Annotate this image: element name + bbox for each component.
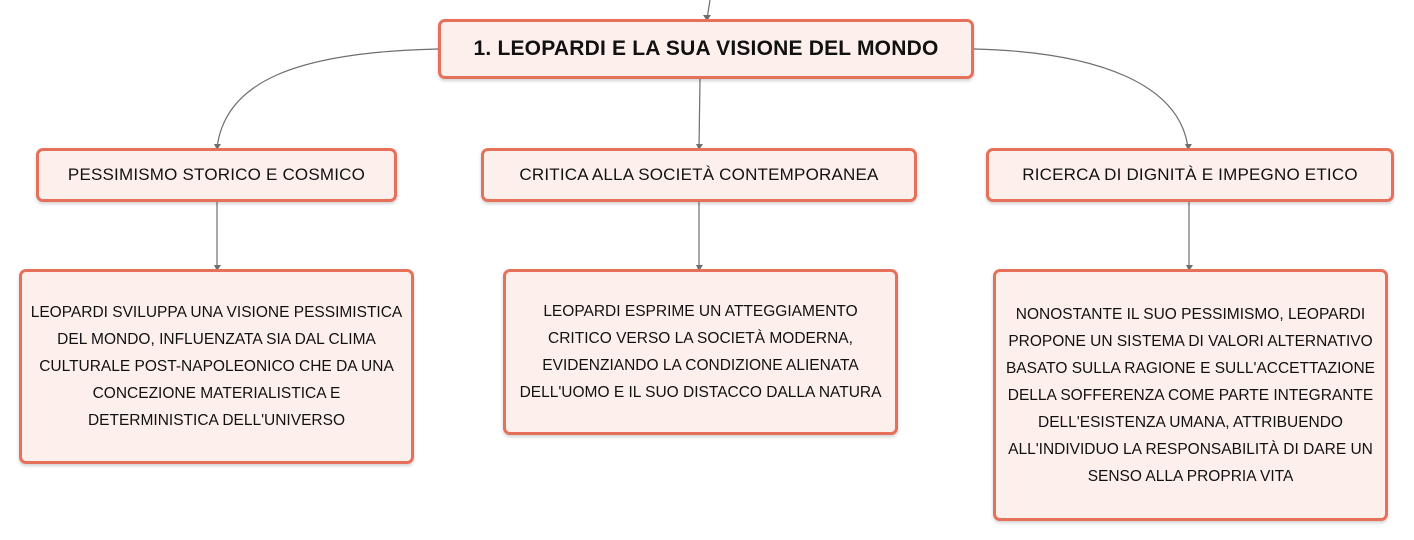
branch-label-critica: CRITICA ALLA SOCIETÀ CONTEMPORANEA — [519, 165, 879, 184]
branch-label-pessimismo: PESSIMISMO STORICO E COSMICO — [67, 165, 366, 184]
root-topic-label: 1. LEOPARDI E LA SUA VISIONE DEL MONDO — [473, 37, 939, 60]
connector-root-to-branch-1 — [217, 49, 438, 148]
leaf-text-pessimismo: LEOPARDI SVILUPPA UNA VISIONE PESSIMISTICA DEL MONDO, INFLUENZATA SIA DAL CLIMA CULTURALE POST-NAPOLEONICO CHE DA UNA CONCEZIONE MATERIALISTICA E DETERMINISTICA DELL'UNIVERSO — [30, 304, 403, 429]
branch-node-pessimismo[interactable] — [36, 148, 397, 202]
leaf-text-critica: LEOPARDI ESPRIME UN ATTEGGIAMENTO CRITICO VERSO LA SOCIETÀ MODERNA, EVIDENZIANDO LA CONDIZIONE ALIENATA DELL'UOMO E IL SUO DISTACCO DALLA NATURA — [519, 303, 882, 401]
leaf-node-critica[interactable] — [503, 269, 898, 435]
branch-node-critica[interactable] — [481, 148, 917, 202]
connector-root-to-branch-2 — [699, 79, 700, 148]
branch-label-ricerca: RICERCA DI DIGNITÀ E IMPEGNO ETICO — [1022, 165, 1358, 184]
branch-node-ricerca[interactable] — [986, 148, 1394, 202]
leaf-node-ricerca[interactable] — [993, 269, 1388, 521]
leaf-text-ricerca: NONOSTANTE IL SUO PESSIMISMO, LEOPARDI PROPONE UN SISTEMA DI VALORI ALTERNATIVO BASATO SULLA RAGIONE E SULL'ACCETTAZIONE DELLA SOFFERENZA COME PARTE INTEGRANTE DELL'ESISTENZA UMANA, ATTRIBUENDO ALL'INDIVIDUO LA RESPONSABILITÀ DI DARE UN SENSO ALLA PROPRIA VITA — [1005, 305, 1376, 485]
connector-parent-to-root — [707, 0, 710, 19]
root-topic-node[interactable] — [438, 19, 974, 79]
leaf-node-pessimismo[interactable] — [19, 269, 414, 464]
connector-root-to-branch-3 — [974, 49, 1188, 148]
